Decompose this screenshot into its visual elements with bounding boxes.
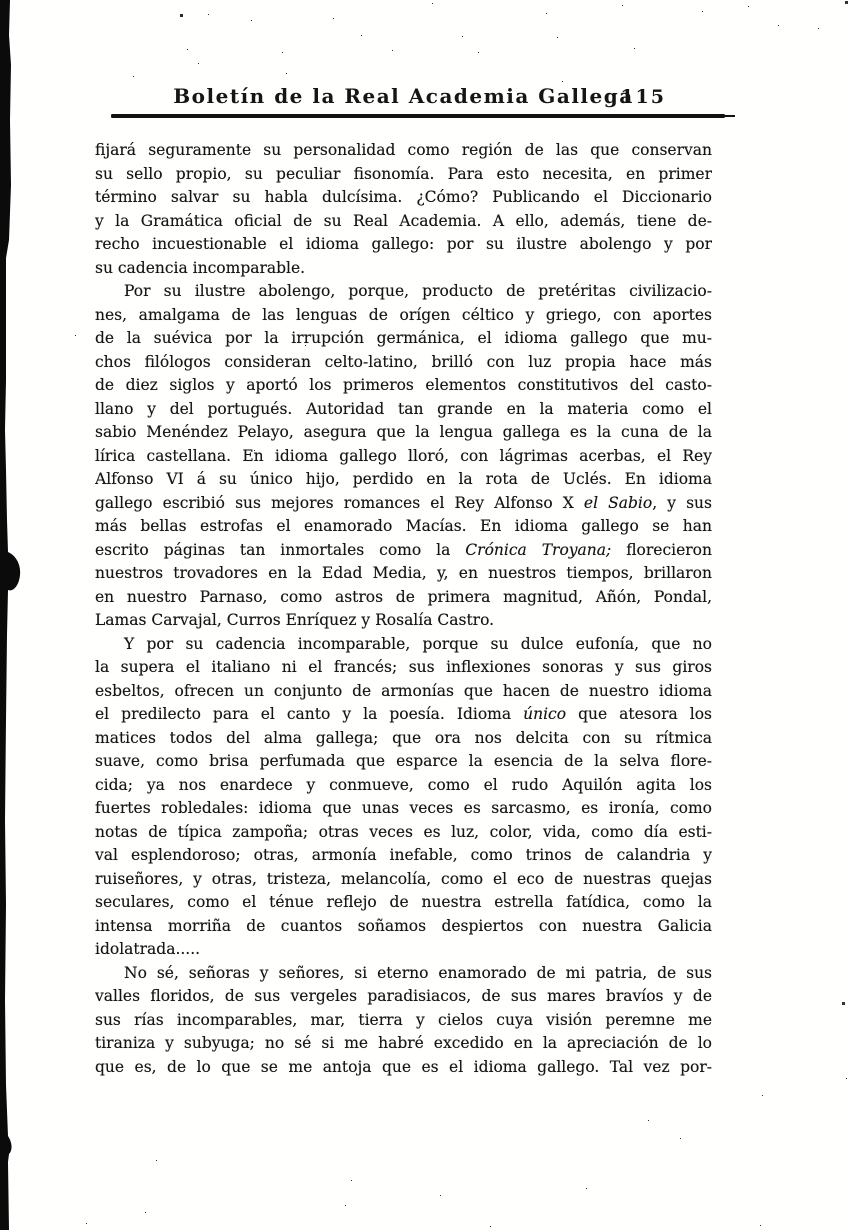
text-line: Alfonso VI á su único hijo, perdido en la rota de Uclés. En idioma (95, 470, 712, 488)
text-line: idolatrada..... (95, 940, 201, 958)
text-line: nuestros trovadores en la Edad Media, y, en nuestros tiempos, brillaron (95, 564, 712, 582)
text-line: de la suévica por la irrupción germánica, el idioma gallego que mu- (95, 329, 712, 347)
paper-speckles (0, 0, 1, 1)
text-line: fuertes robledales: idioma que unas veces es sarcasmo, es ironía, como (95, 799, 712, 817)
text-line: su sello propio, su peculiar fisonomía. Para esto necesita, en primer (95, 164, 712, 183)
body-text (95, 139, 712, 1079)
text-line: término salvar su habla dulcísima. ¿Cómo? Publicando el Diccionario (95, 188, 712, 206)
text-line: val esplendoroso; otras, armonía inefable, como trinos de calandria y (95, 846, 712, 864)
text-line: su cadencia incomparable. (95, 258, 306, 277)
text-line: Y por su cadencia incomparable, porque su dulce eufonía, que no (124, 634, 712, 653)
text-line: nes, amalgama de las lenguas de orígen céltico y griego, con aportes (95, 305, 712, 324)
text-line: que es, de lo que se me antoja que es el idioma gallego. Tal vez por- (95, 1057, 712, 1076)
header-rule (111, 114, 725, 118)
paragraph-3 (95, 633, 712, 962)
text-line: ruiseñores, y otras, tristeza, melancolía, como el eco de nuestras quejas (95, 869, 712, 888)
text-line: el predilecto para el canto y la poesía. Idioma único que atesora los (95, 705, 712, 723)
text-line: Por su ilustre abolengo, porque, producto de pretéritas civilizacio- (124, 282, 712, 300)
text-line: gallego escribió sus mejores romances el Rey Alfonso X el Sabio, y sus (95, 493, 712, 512)
text-line: cida; ya nos enardece y conmueve, como el rudo Aquilón agita los (95, 775, 712, 794)
text-line: escrito páginas tan inmortales como la Crónica Troyana; florecieron (95, 540, 712, 559)
text-line: esbeltos, ofrecen un conjunto de armonías que hacen de nuestro idioma (95, 681, 712, 700)
text-line: matices todos del alma gallega; que ora nos delcita con su rítmica (95, 728, 712, 747)
text-line: de diez siglos y aportó los primeros elementos constitutivos del casto- (95, 376, 712, 394)
text-line: chos filólogos consideran celto-latino, brilló con luz propia hace más (95, 352, 712, 371)
paragraph-2 (95, 280, 712, 633)
text-line: fijará seguramente su personalidad como región de las que conservan (95, 141, 712, 159)
paragraph-1 (95, 139, 712, 280)
text-line: más bellas estrofas el enamorado Macías. En idioma gallego se han (95, 517, 712, 535)
text-line: No sé, señoras y señores, si eterno enamorado de mi patria, de sus (124, 963, 712, 982)
text-line: intensa morriña de cuantos soñamos despiertos con nuestra Galicia (95, 916, 712, 935)
text-line: llano y del portugués. Autoridad tan grande en la materia como el (95, 399, 712, 418)
text-line: notas de típica zampoña; otras veces es luz, color, vida, como día esti- (95, 822, 712, 841)
text-line: valles floridos, de sus vergeles paradisiacos, de sus mares bravíos y de (95, 987, 712, 1005)
text-line: Lamas Carvajal, Curros Enríquez y Rosalía Castro. (95, 611, 495, 629)
text-line: recho incuestionable el idioma gallego: por su ilustre abolengo y por (95, 235, 712, 253)
text-line: lírica castellana. En idioma gallego lloró, con lágrimas acerbas, el Rey (95, 446, 712, 465)
text-line: seculares, como el ténue reflejo de nuestra estrella fatídica, como la (95, 893, 712, 911)
text-line: en nuestro Parnaso, como astros de primera magnitud, Añón, Pondal, (95, 587, 712, 606)
text-line: tiraniza y subyuga; no sé si me habré excedido en la apreciación de lo (95, 1034, 712, 1052)
binding-shadow (0, 0, 34, 1230)
text-line: sabio Menéndez Pelayo, asegura que la lengua gallega es la cuna de la (95, 423, 712, 441)
journal-title: Boletín de la Real Academia Gallega (173, 84, 634, 108)
paragraph-4 (95, 962, 712, 1080)
text-line: suave, como brisa perfumada que esparce la esencia de la selva flore- (95, 752, 712, 770)
page-number: 115 (620, 86, 666, 108)
text-line: sus rías incomparables, mar, tierra y cielos cuya visión peremne me (95, 1010, 712, 1029)
text-line: y la Gramática oficial de su Real Academia. A ello, además, tiene de- (95, 211, 712, 230)
text-line: la supera el italiano ni el francés; sus inflexiones sonoras y sus giros (95, 658, 712, 676)
